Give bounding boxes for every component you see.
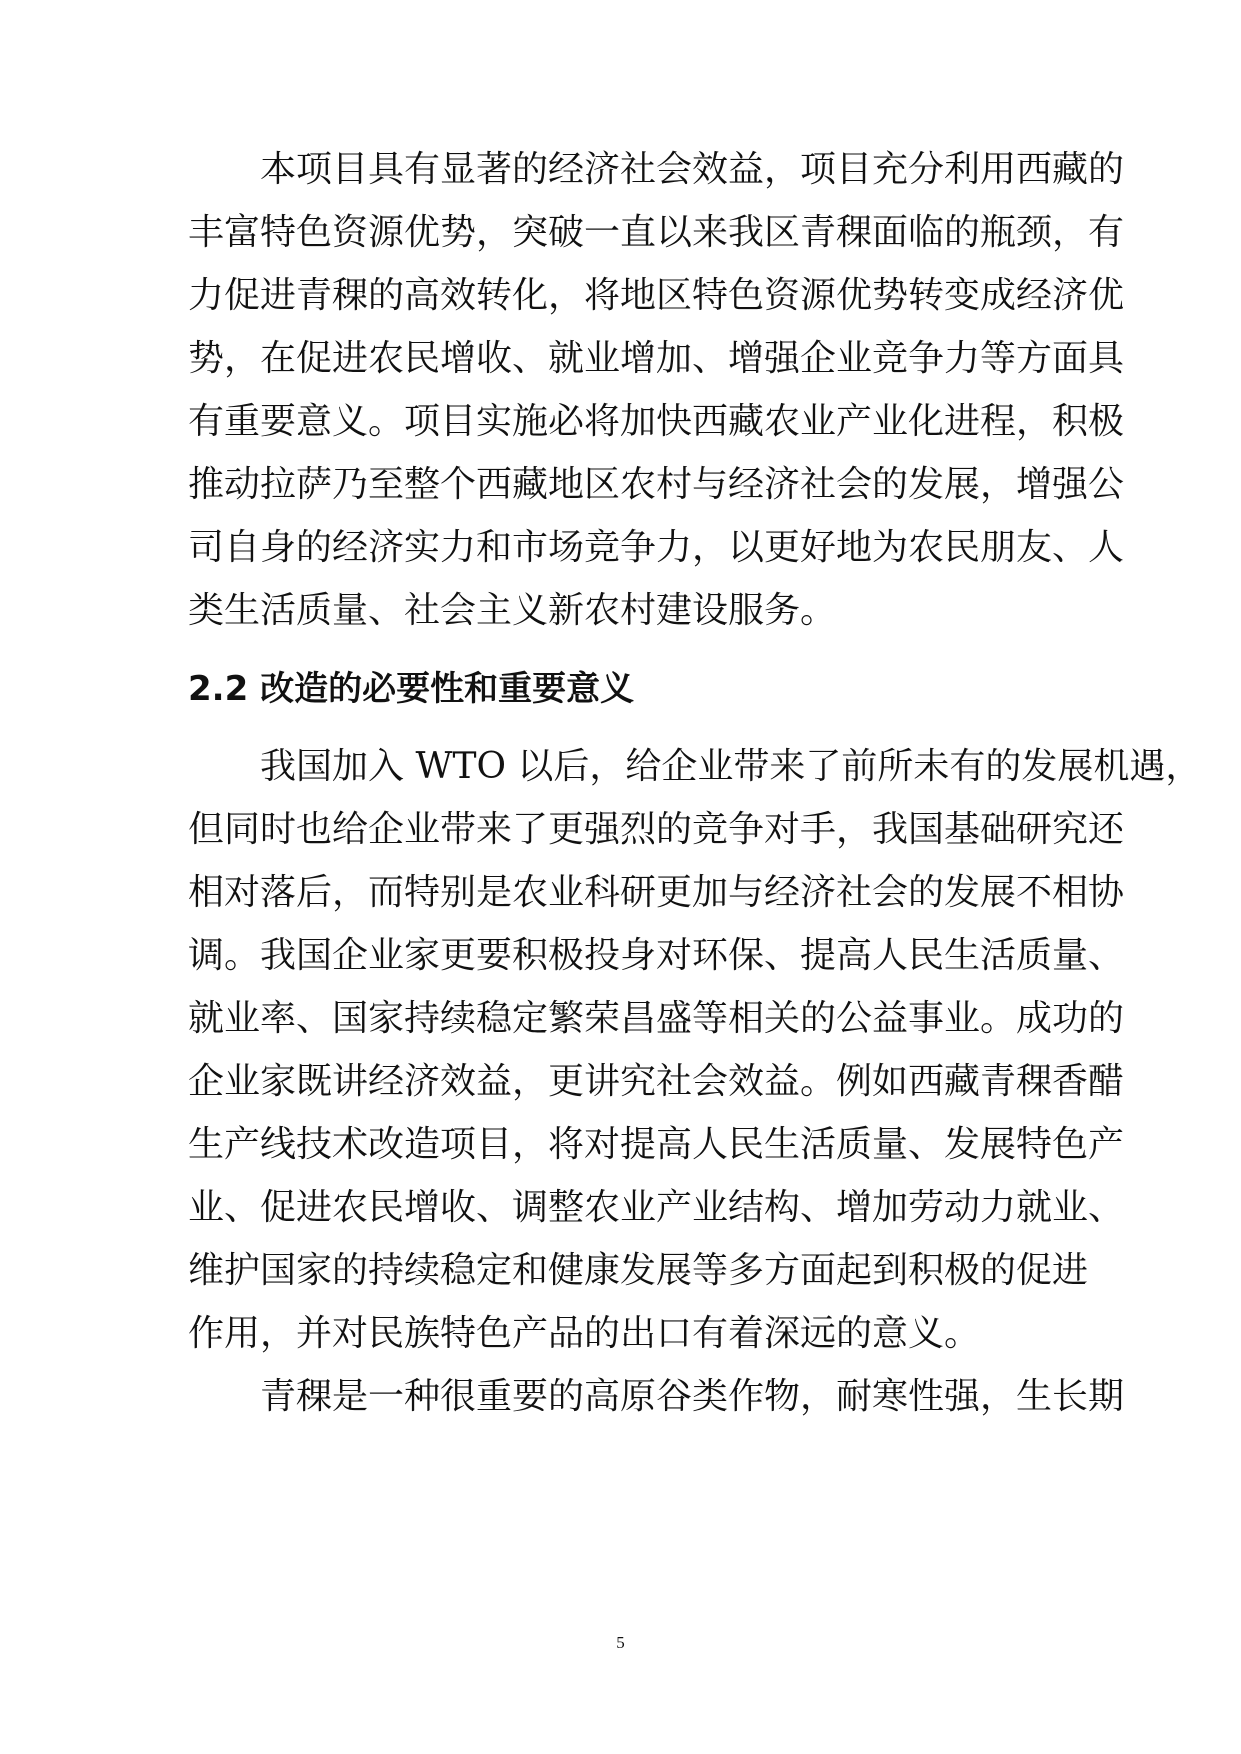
paragraph-2-line-4: 调。我国企业家更要积极投身对环保、提高人民生活质量、 xyxy=(188,935,1125,976)
paragraph-1-line-6: 推动拉萨乃至整个西藏地区农村与经济社会的发展，增强公 xyxy=(188,464,1125,505)
paragraph-1-line-7: 司自身的经济实力和市场竞争力，以更好地为农民朋友、人 xyxy=(188,527,1125,568)
paragraph-2-line-5: 就业率、国家持续稳定繁荣昌盛等相关的公益事业。成功的 xyxy=(188,998,1125,1039)
paragraph-1-line-3: 力促进青稞的高效转化，将地区特色资源优势转变成经济优 xyxy=(188,275,1125,316)
paragraph-1-line-4: 势，在促进农民增收、就业增加、增强企业竞争力等方面具 xyxy=(188,338,1125,379)
paragraph-1-line-1: 本项目具有显著的经济社会效益，项目充分利用西藏的 xyxy=(260,149,1125,190)
paragraph-2-line-9: 维护国家的持续稳定和健康发展等多方面起到积极的促进 xyxy=(188,1250,1089,1291)
paragraph-3-line-1: 青稞是一种很重要的高原谷类作物，耐寒性强，生长期 xyxy=(260,1376,1125,1417)
paragraph-1-line-8: 类生活质量、社会主义新农村建设服务。 xyxy=(188,590,837,631)
paragraph-2-line-3: 相对落后，而特别是农业科研更加与经济社会的发展不相协 xyxy=(188,872,1125,913)
paragraph-2-line-10: 作用，并对民族特色产品的出口有着深远的意义。 xyxy=(188,1313,981,1354)
paragraph-1-line-2: 丰富特色资源优势，突破一直以来我区青稞面临的瓶颈，有 xyxy=(188,212,1125,253)
paragraph-2-line-2: 但同时也给企业带来了更强烈的竞争对手，我国基础研究还 xyxy=(188,809,1125,850)
paragraph-2-line-1: 我国加入 WTO 以后，给企业带来了前所未有的发展机遇， xyxy=(260,746,1202,787)
paragraph-2-line-7: 生产线技术改造项目，将对提高人民生活质量、发展特色产 xyxy=(188,1124,1125,1165)
paragraph-2-line-8: 业、促进农民增收、调整农业产业结构、增加劳动力就业、 xyxy=(188,1187,1125,1228)
paragraph-1-line-5: 有重要意义。项目实施必将加快西藏农业产业化进程，积极 xyxy=(188,401,1125,442)
paragraph-2-line-6: 企业家既讲经济效益，更讲究社会效益。例如西藏青稞香醋 xyxy=(188,1061,1125,1102)
section-heading: 2.2 改造的必要性和重要意义 xyxy=(188,669,635,709)
page-number: 5 xyxy=(616,1633,625,1652)
